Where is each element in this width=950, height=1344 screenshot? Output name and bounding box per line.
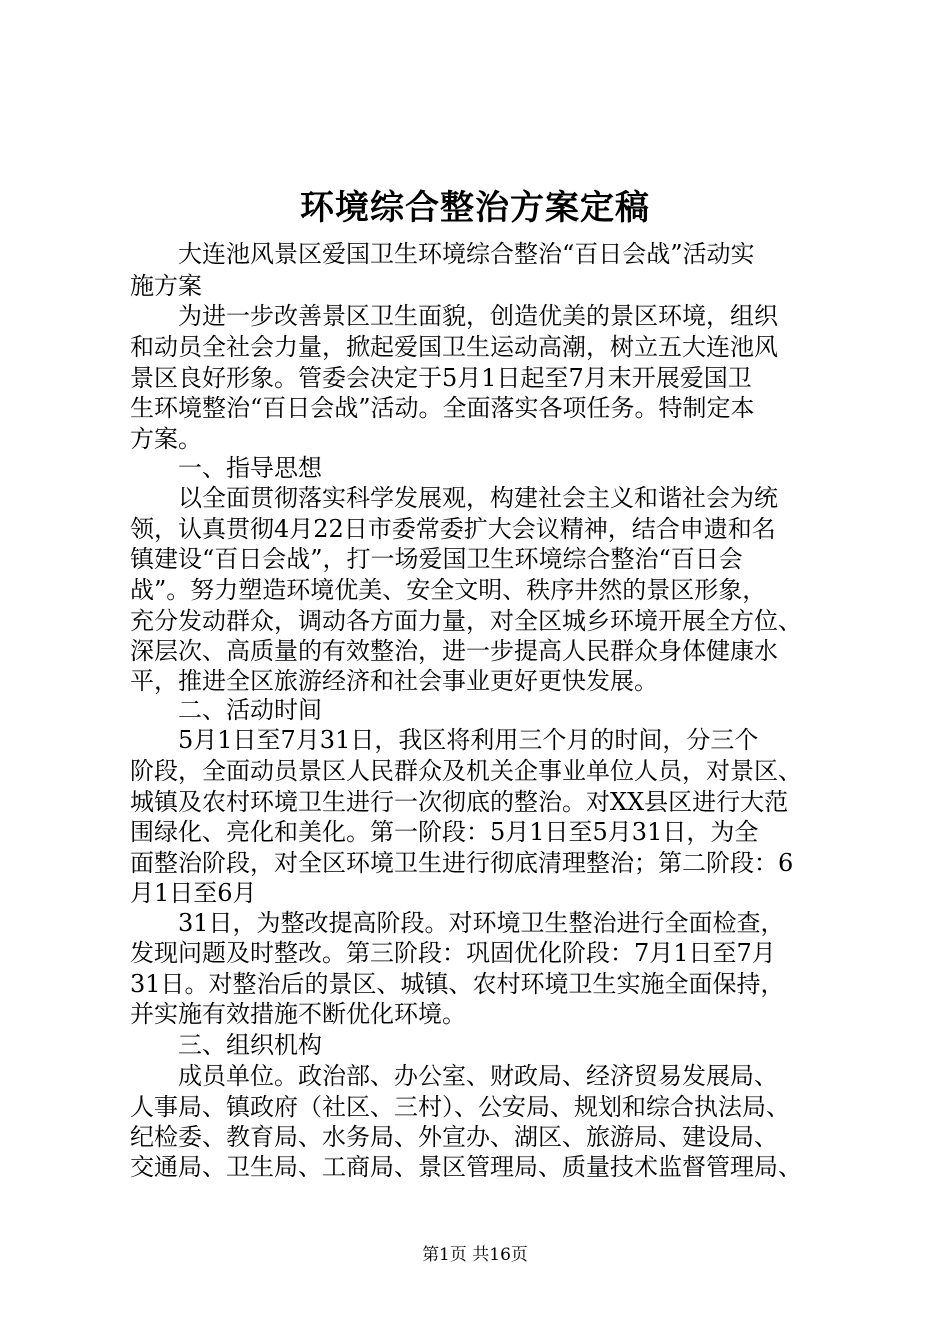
body-line: 阶段，全面动员景区人民群众及机关企事业单位人员，对景区、 <box>130 757 802 785</box>
body-line: 城镇及农村环境卫生进行一次彻底的整治。对XX县区进行大范 <box>130 788 789 816</box>
section-heading: 一、指导思想 <box>178 454 322 482</box>
body-line: 领，认真贯彻4月22日市委常委扩大会议精神，结合申遗和名 <box>130 515 776 543</box>
body-line: 和动员全社会力量，掀起爱国卫生运动高潮，树立五大连池风 <box>130 333 778 361</box>
body-line: 镇建设“百日会战”，打一场爱国卫生环境综合整治“百日会 <box>130 545 743 573</box>
body-line: 深层次、高质量的有效整治，进一步提高人民群众身体健康水 <box>130 637 778 665</box>
section-heading: 三、组织机构 <box>178 1031 322 1059</box>
body-line: 人事局、镇政府（社区、三村）、公安局、规划和综合执法局、 <box>130 1093 790 1121</box>
body-line: 生环境整治“百日会战”活动。全面落实各项任务。特制定本 <box>130 394 755 422</box>
body-line: 围绿化、亮化和美化。第一阶段：5月1日至5月31日，为全 <box>130 818 759 846</box>
body-line: 并实施有效措施不断优化环境。 <box>130 1000 466 1028</box>
section-heading: 二、活动时间 <box>178 696 322 724</box>
page-number: 第1页 共16页 <box>422 1245 528 1265</box>
body-line: 5月1日至7月31日，我区将利用三个月的时间，分三个 <box>178 726 759 754</box>
body-line: 方案。 <box>130 425 202 453</box>
body-line: 充分发动群众，调动各方面力量，对全区城乡环境开展全方位、 <box>130 607 802 635</box>
body-line: 平，推进全区旅游经济和社会事业更好更快发展。 <box>130 667 658 695</box>
body-line: 月1日至6月 <box>130 879 257 907</box>
document-title: 环境综合整治方案定稿 <box>300 188 650 228</box>
body-line: 纪检委、教育局、水务局、外宣办、湖区、旅游局、建设局、 <box>130 1123 778 1151</box>
body-line: 景区良好形象。管委会决定于5月1日起至7月末开展爱国卫 <box>130 364 752 392</box>
body-line: 战”。努力塑造环境优美、安全文明、秩序井然的景区形象， <box>130 576 767 604</box>
body-line: 大连池风景区爱国卫生环境综合整治“百日会战”活动实 <box>178 240 755 268</box>
body-line: 面整治阶段，对全区环境卫生进行彻底清理整治；第二阶段：6 <box>130 849 794 877</box>
body-line: 施方案 <box>130 272 202 300</box>
body-line: 31日。对整治后的景区、城镇、农村环境卫生实施全面保持， <box>130 970 785 998</box>
body-line: 以全面贯彻落实科学发展观，构建社会主义和谐社会为统 <box>178 484 778 512</box>
body-line: 发现问题及时整改。第三阶段：巩固优化阶段：7月1日至7月 <box>130 939 776 967</box>
body-line: 31日，为整改提高阶段。对环境卫生整治进行全面检查， <box>178 909 785 937</box>
body-line: 成员单位。政治部、办公室、财政局、经济贸易发展局、 <box>178 1062 778 1090</box>
body-line: 交通局、卫生局、工商局、景区管理局、质量技术监督管理局、 <box>130 1153 802 1181</box>
body-line: 为进一步改善景区卫生面貌，创造优美的景区环境，组织 <box>178 302 778 330</box>
